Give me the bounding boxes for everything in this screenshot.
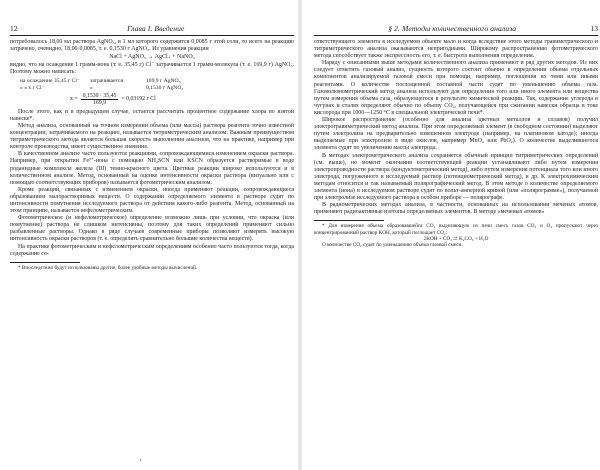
calc-r2c1: » » x г Cl⁻ <box>20 84 45 91</box>
book-gutter <box>298 0 302 470</box>
right-footnote-equation: 2KOH + CO₂ ⇄ K₂CO₃ + H₂O <box>423 235 489 242</box>
left-running-head <box>10 0 294 33</box>
left-paragraph-8: На практике фотометрическим и нефелометрическим определениям особенно часто пользуются тогда, когда содержание со- <box>10 243 294 257</box>
right-paragraph-5: В радиометрических методах анализа, в частности, основанных на использовании меченых атомов, применяют радиоактивные изотопы определяемых элементов. В методе «меченых атомов» <box>314 202 598 216</box>
right-paragraph-2: Наряду с описанными выше методами количественного анализа применяют и ряд других методов. Из них следует отметить газовый анализ, сущность которого состоит обычно в определении объема отдельных компонентов анализируемой газовой смеси при помощи, например, поглощения их теми или иными реагентами. О количестве поглощенной составной части судят по уменьшению объема газа. Газоволюмометрический метод анализа используют для определения того или иного элемента или вещества путем измерения объема газа, образующегося в результате химической реакции. Так, содержание углерода в чугунах и сталях определяют обычно по объему CO₂, получающейся при сжигании навески образца в токе кислорода при 1000—1250 °С в специальной электрической печи*. <box>314 60 598 116</box>
left-paragraph-6: Кроме реакций, связанных с изменением окраски, иногда применяют реакции, сопровождающиеся образованием малорастворимых веществ. О содержании определяемого элемента в растворе судят по интенсивности помутнения исследуемого раствора от действия какого-либо реагента. Метод, основанный на этом принципе, называется нефелометрическим. <box>10 186 294 215</box>
left-page <box>10 0 294 470</box>
left-running-title: Глава I. Введение <box>127 24 185 33</box>
calc-r2c3: 0,1530 г AgNO₃ <box>146 84 184 91</box>
left-footnote-rule <box>10 262 80 263</box>
calc-r1c3: 169,9 г AgNO₃ <box>146 78 181 85</box>
left-paragraph-5: В качественном анализе часто пользуются реакциями, сопровождающимися изменением окраски раствора. Например, при открытии Fe³⁺-иона с помощью NH₄SCN или KSCN образуется растворимые в воде роданидные комплексы железа (III) темно-красного цвета. Цветные реакции широко используются и в количественном анализе. Метод, основанный на оценке интенсивности окраски раствора (визуально или с помощью соответствующих приборов) называется фотометрическим анализом. <box>10 151 294 186</box>
left-paragraph-7: Фотометрическое (и нефелометрическое) определение возможно лишь при условии, что окраска (или помутнение) раствора не слишком интенсивны, поэтому для таких определений применяют сильно разбавленные растворы. Однако в ряде случаев современные приборы позволяют измерять высокую интенсивность окраски растворов (т. е. определять сравнительно большие количества веществ). <box>10 215 294 243</box>
x-fraction <box>81 93 119 106</box>
right-footnote-rule <box>314 220 384 221</box>
right-running-head <box>314 0 598 33</box>
calc-r2c2: » <box>90 84 93 91</box>
reaction-equation: NaCl + AgNO₃ → AgCl↓ + NaNO₃ <box>109 54 195 61</box>
x-denominator: 169,9 <box>93 99 107 106</box>
left-paragraph-2: видно, что на осаждение 1 грамм-иона (т. е. 35,45 г) Cl⁻ затрачивается 1 грамм-молекула (т. е. 169,9 г) AgNO₃. Поэтому можно написать: <box>10 62 294 76</box>
proportion-calculation <box>20 78 294 90</box>
left-paragraph-4: Метод анализа, основанный на точном измерении объема (или массы) раствора реагента точно известной концентрации, затрачиваемого на реакцию, называется титриметрическим анализом. Важным преимуществом титриметрического метода является большая скорость выполнения анализов, что на практике, например при контроле производства, имеет существенное значение. <box>10 122 294 151</box>
right-paragraph-1: ответствующего элемента в исследуемом объекте мало и когда вследствие этого методы гравиметрического и титриметрического анализа оказываются непригодными. Широкому распространению фотометрического метода способствует также экспрессность его, т. е. быстрота выполнения определения. <box>314 39 598 60</box>
left-footnote: * Впоследствии будут использованы другие, более удобные методы вычислений. <box>18 264 198 271</box>
right-footnote: * Для измерения объема образовавшейся CO₂ выделяющую из печи смесь газов CO₂ и O₂ пропускают через концентрированный раствор KOH, который поглощает CO₂: <box>314 223 598 236</box>
right-page-number: 13 <box>590 24 598 33</box>
left-bottom-mark: ı <box>140 458 142 463</box>
calc-r1c1: на осаждение 35,45 г Cl⁻ <box>20 78 80 85</box>
x-formula <box>70 93 294 106</box>
right-paragraph-4: В методах электрометрического анализа сохраняется обычный принцип титриметрических определений (см. выше), но момент окончания соответствующей реакции устанавливают либо путем измерения электропроводности раствора (кондуктометрический метод), либо путем измерения потенциала того или иного электрода, погруженного в исследуемый раствор (потенциометрический метод), и др. К электрохимическим методам относится и так называемый полярографический метод. В этом методе о количестве определяемого элемента (иона) в исследуемом растворе судят по вольт-амперной кривой (или «полярограмме»), получаемой при электролизе исследуемого раствора в особом приборе — полярографе. <box>314 152 598 202</box>
left-paragraph-1: потребовалось 18,00 мл раствора AgNO₃, в 1 мл которого содержится 0,0085 г этой соли, то всего на реакцию затрачено, очевидно, 18,00·0,0085, т. е. 0,1530 г AgNO₃. Из уравнения реакции <box>10 39 294 53</box>
x-numerator: 0,1530 · 35,45 <box>82 92 117 99</box>
right-paragraph-3: Широкое распространение (особенно для анализа цветных металлов и сплавов) получил электрогравиметрический метод анализа. При этом определяемый элемент (в свободном состоянии) выделяют путем электролиза на предварительно взвешенном электроде (например, на платиновом катоде); иногда выделяемые при электролизе в виде окислов, например MnO₂ или PbO₂). О количестве выделившегося элемента судят по увеличению массы электрода. <box>314 117 598 152</box>
left-paragraph-3: После этого, как и в предыдущем случае, остается рассчитать процентное содержание хлора во взятой навеске*. <box>10 108 294 122</box>
x-result: = 0,03192 г Cl <box>121 96 156 103</box>
calc-r1c2: затрачивается <box>90 78 124 85</box>
left-page-number: 12 <box>10 24 18 33</box>
left-head-rule <box>10 35 294 36</box>
right-footnote-2: О количестве CO₂ судят по уменьшению объема газовой смеси. <box>322 241 463 248</box>
x-label: x = <box>70 96 78 103</box>
right-page <box>314 0 598 470</box>
right-head-rule <box>314 35 598 36</box>
right-running-title: § 2. Методы количественного анализа <box>388 24 517 33</box>
